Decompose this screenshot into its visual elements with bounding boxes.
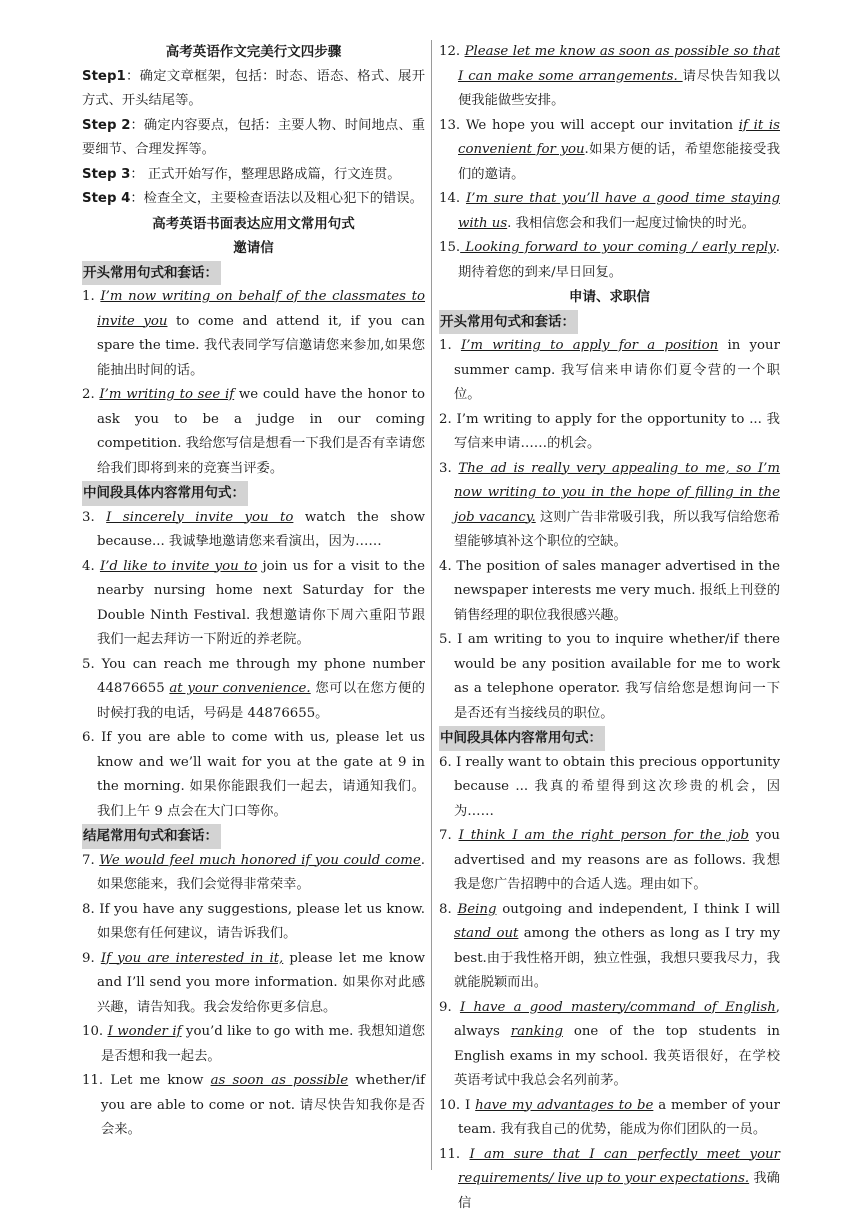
list-item: 3. I sincerely invite you to watch the show because... 我诚挚地邀请您来看演出，因为…… bbox=[82, 509, 425, 549]
list-item: 5. You can reach me through my phone number 44876655 at your convenience. 您可以在您方便的时候打我的电话，号码是 44876655。 bbox=[82, 656, 426, 721]
list-item: 5. I am writing to you to inquire whether/if there would be any position available for me to work as a telephone operator. 我写信给您是想询问一下是否还有当接线员的职位。 bbox=[439, 632, 780, 721]
list-item: 11. I am sure that I can perfectly meet your requirements/ live up to your expectations. 我确信 bbox=[439, 1146, 780, 1211]
list-item: 9. I have a good mastery/command of English, always ranking one of the top students in English exams in my school. 我英语很好，在学校英语考试中我总会名列前茅。 bbox=[439, 999, 780, 1088]
heading-middle: 中间段具体内容常用句式： bbox=[82, 481, 425, 506]
list-item: 1. I’m writing to apply for a position in your summer camp. 我写信来申请你们夏令营的一个职位。 bbox=[439, 338, 780, 402]
heading-middle: 中间段具体内容常用句式： bbox=[439, 726, 780, 751]
list-item: 6. If you are able to come with us, please let us know and we’ll wait for you at the gate at 9 in the morning. 如果你能跟我们一起去，请通知我们。我们上午 9 点会在大门口等你。 bbox=[82, 730, 425, 819]
heading-opening: 开头常用句式和套话： bbox=[439, 310, 780, 335]
list-item: 13. We hope you will accept our invitation if it is convenient for you.如果方便的话，希望您能接受我们的邀请。 bbox=[439, 117, 781, 182]
list-item: 10. I have my advantages to be a member of your team. 我有我自己的优势，能成为你们团队的一员。 bbox=[439, 1097, 780, 1137]
list-item: 12. Please let me know as soon as possible so that I can make some arrangements. 请尽快告知我以便我能做些安排。 bbox=[439, 44, 781, 108]
list-item: 8. Being outgoing and independent, I think I will stand out among the others as long as I try my best.由于我性格开朗，独立性强，我想只要我尽力，我就能脱颖而出。 bbox=[439, 901, 780, 990]
step-2: Step 2：确定内容要点，包括：主要人物、时间地点、重要细节、合理发挥等。 bbox=[82, 117, 426, 157]
right-column bbox=[439, 40, 780, 1216]
subsection-title-application: 申请、求职信 bbox=[569, 289, 650, 305]
list-item: 7. I think I am the right person for the job you advertised and my reasons are as follows. 我想我是您广告招聘中的合适人选。理由如下。 bbox=[439, 828, 780, 892]
list-item: 4. I’d like to invite you to join us for a visit to the nearby nursing home next Saturday for the Double Ninth Festival. 我想邀请你下周六重阳节跟我们一起去拜访一下附近的养老院。 bbox=[82, 558, 425, 647]
list-item: 2. I’m writing to apply for the opportunity to ... 我写信来申请……的机会。 bbox=[439, 411, 780, 451]
list-item: 8. If you have any suggestions, please let us know. 如果您有任何建议，请告诉我们。 bbox=[82, 901, 426, 941]
list-item: 10. I wonder if you’d like to go with me. 我想知道您是否想和我一起去。 bbox=[82, 1024, 426, 1064]
heading-opening: 开头常用句式和套话： bbox=[82, 261, 425, 286]
list-item: 7. We would feel much honored if you could come. 如果您能来，我们会觉得非常荣幸。 bbox=[82, 852, 425, 892]
list-item: 14. I’m sure that you’ll have a good time staying with us. 我相信您会和我们一起度过愉快的时光。 bbox=[439, 191, 780, 231]
list-item: 6. I really want to obtain this precious opportunity because ... 我真的希望得到这次珍贵的机会，因为…… bbox=[439, 754, 780, 819]
list-item: 2. I’m writing to see if we could have the honor to ask you to be a judge in our coming competition. 我给您写信是想看一下我们是否有幸请您给我们即将到来的竞赛当评委。 bbox=[82, 387, 426, 476]
column-divider bbox=[431, 40, 432, 1170]
list-item: 15. Looking forward to your coming / early reply. 期待着您的到来/早日回复。 bbox=[439, 240, 780, 280]
step-4: Step 4：检查全文，主要检查语法以及粗心犯下的错误。 bbox=[82, 191, 423, 206]
page-title: 高考英语作文完美行文四步骤 bbox=[165, 44, 342, 60]
list-item: 4. The position of sales manager advertised in the newspaper interests me very much. 报纸上刊登的销售经理的职位我很感兴趣。 bbox=[439, 558, 781, 623]
left-column bbox=[82, 40, 425, 1143]
list-item: 3. The ad is really very appealing to me, so I’m now writing to you in the hope of filling in the job vacancy. 这则广告非常吸引我，所以我写信给您希望能够填补这个职位的空缺。 bbox=[439, 460, 781, 549]
heading-ending: 结尾常用句式和套话： bbox=[82, 824, 425, 849]
section-title: 高考英语书面表达应用文常用句式 bbox=[152, 215, 355, 232]
subsection-title-invitation: 邀请信 bbox=[233, 240, 274, 256]
list-item: 11. Let me know as soon as possible whether/if you are able to come or not. 请尽快告知我你是否会来。 bbox=[82, 1073, 425, 1137]
list-item: 9. If you are interested in it, please let me know and I’ll send you more information. 如果你对此感兴趣，请告知我。我会发给你更多信息。 bbox=[82, 950, 425, 1015]
step-3: Step 3： 正式开始写作，整理思路成篇，行文连贯。 bbox=[82, 166, 401, 182]
list-item: 1. I’m now writing on behalf of the classmates to invite you to come and attend it, if you can spare the time. 我代表同学写信邀请您来参加,如果您能抽出时间的话。 bbox=[82, 289, 426, 378]
step-1: Step1：确定文章框架，包括：时态、语态、格式、展开方式、开头结尾等。 bbox=[82, 68, 425, 108]
